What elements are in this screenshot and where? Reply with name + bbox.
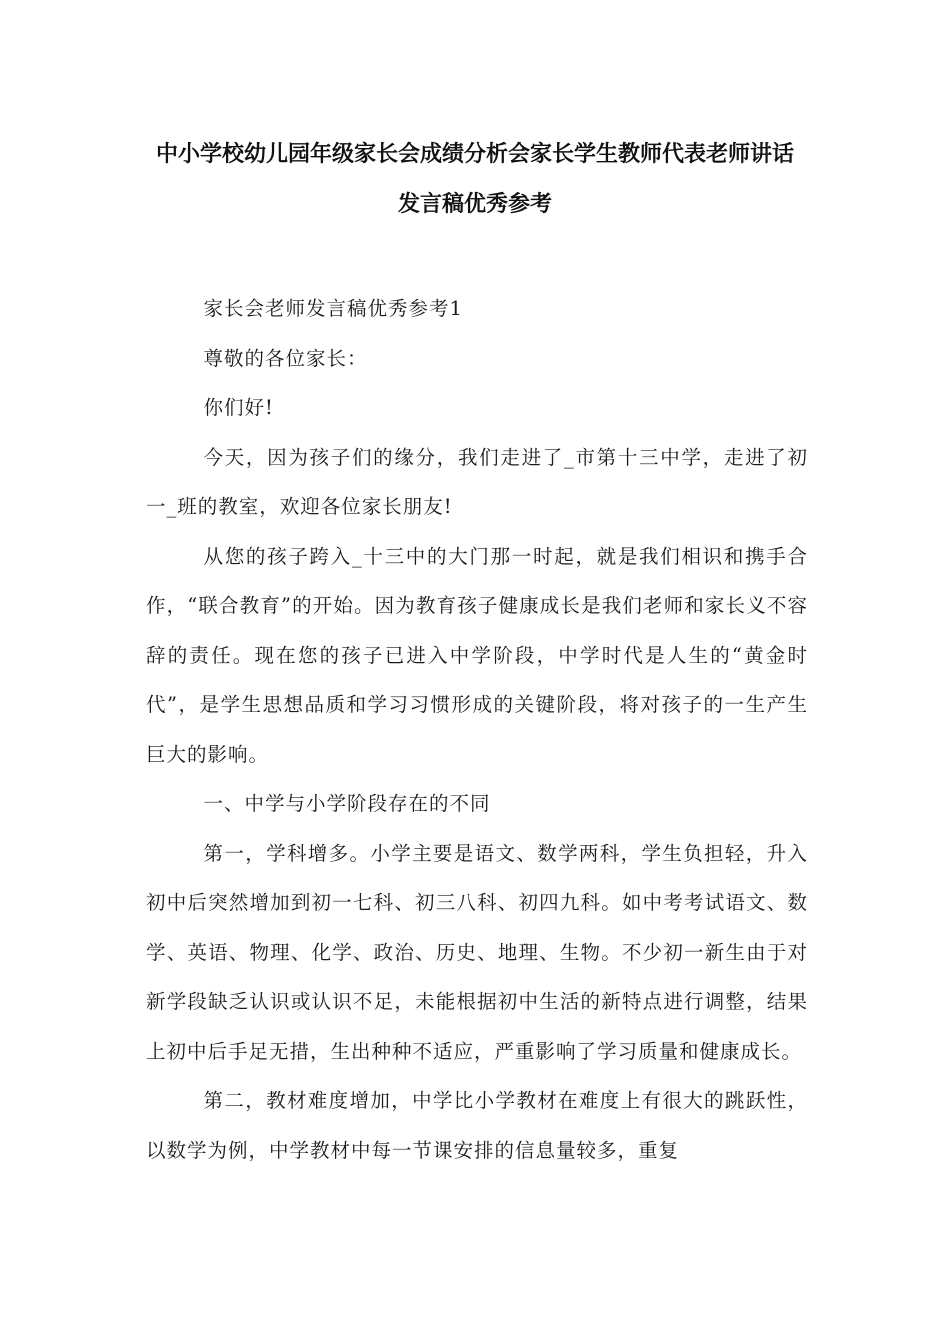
paragraph-subjects: 第一，学科增多。小学主要是语文、数学两科，学生负担轻，升入初中后突然增加到初一七科、初三八科、初四九科。如中考考试语文、数学、英语、物理、化学、政治、历史、地理、生物。不少初一新生由于对新学段缺乏认识或认识不足，未能根据初中生活的新特点进行调整，结果上初中后手足无措，生出种种不适应，严重影响了学习质量和健康成长。	[146, 841, 808, 1063]
greeting: 你们好!	[203, 396, 274, 419]
document-title-line-1: 中小学校幼儿园年级家长会成绩分析会家长学生教师代表老师讲话	[155, 142, 794, 167]
salutation: 尊敬的各位家长：	[203, 346, 368, 370]
paragraph-welcome: 今天，因为孩子们的缘分，我们走进了_市第十三中学，走进了初一_班的教室，欢迎各位家长朋友!	[146, 445, 808, 518]
section-heading: 家长会老师发言稿优秀参考1	[203, 297, 463, 320]
document-body	[146, 284, 808, 1175]
paragraph-difficulty: 第二，教材难度增加，中学比小学教材在难度上有很大的跳跃性，以数学为例，中学教材中每一节课安排的信息量较多，重复	[146, 1089, 808, 1162]
paragraph-cooperation: 从您的孩子跨入_十三中的大门那一时起，就是我们相识和携手合作，“联合教育”的开始。因为教育孩子健康成长是我们老师和家长义不容辞的责任。现在您的孩子已进入中学阶段，中学时代是人生的“黄金时代”，是学生思想品质和学习习惯形成的关键阶段，将对孩子的一生产生巨大的影响。	[146, 544, 808, 766]
document-title-line-2: 发言稿优秀参考	[397, 192, 552, 217]
subheading-differences: 一、中学与小学阶段存在的不同	[203, 792, 491, 815]
